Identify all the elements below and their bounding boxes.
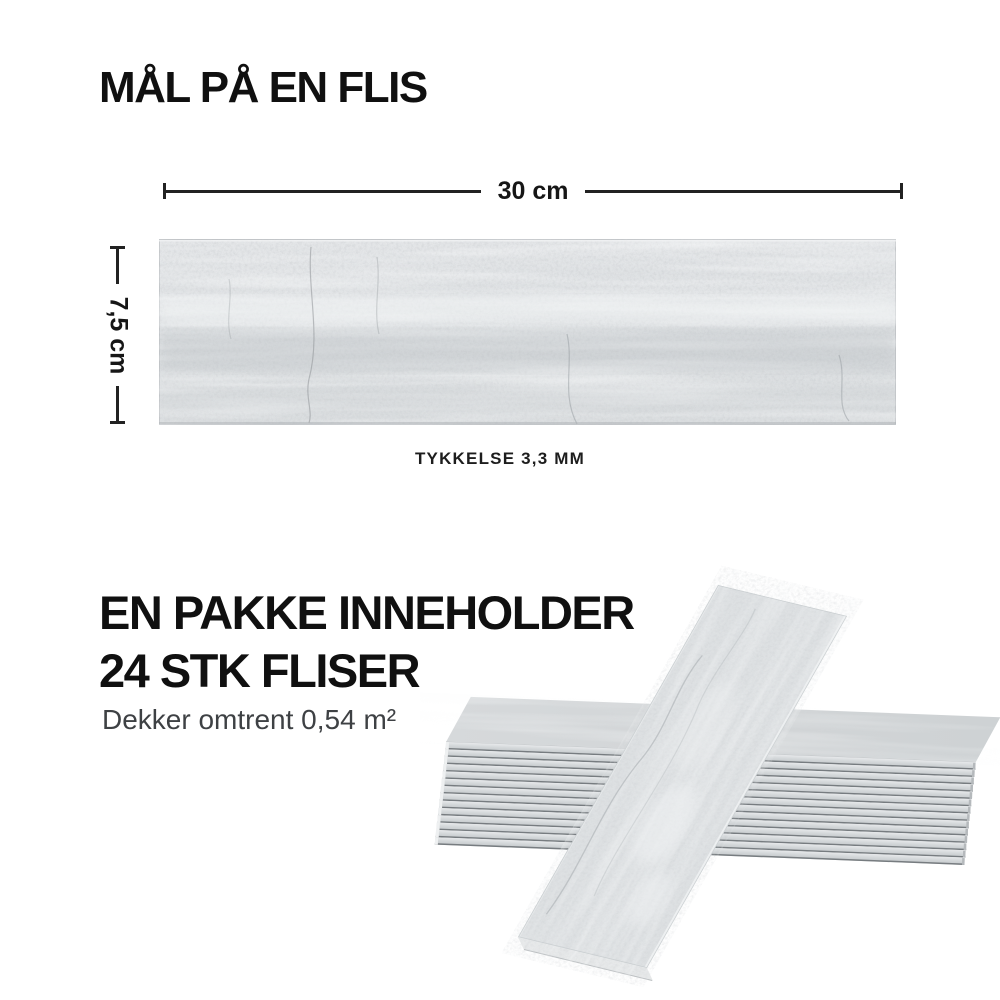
dimension-tick-right (900, 183, 903, 199)
width-dimension-label: 30 cm (497, 176, 569, 205)
package-heading-line1: EN PAKKE INNEHOLDER (99, 586, 634, 639)
height-dimension-labelwrap (79, 284, 157, 386)
dimension-line-bottom (116, 386, 119, 421)
width-dimension (163, 176, 903, 205)
package-stack-image (420, 555, 1000, 1000)
coverage-note: Dekker omtrent 0,54 m² (102, 704, 397, 735)
tile-image (159, 239, 896, 425)
tile-face (159, 240, 896, 425)
thickness-note: TYKKELSE 3,3 MM (414, 449, 586, 468)
dimension-line-right (585, 190, 900, 193)
dimension-line-top (116, 249, 119, 284)
tile-dimensions-heading: MÅL PÅ EN FLIS (99, 63, 427, 112)
dimension-line-left (166, 190, 481, 193)
package-heading-line2: 24 STK FLISER (99, 644, 420, 697)
dimension-tick-bottom (110, 421, 125, 424)
height-dimension-label: 7,5 cm (104, 296, 132, 374)
height-dimension (101, 246, 134, 424)
